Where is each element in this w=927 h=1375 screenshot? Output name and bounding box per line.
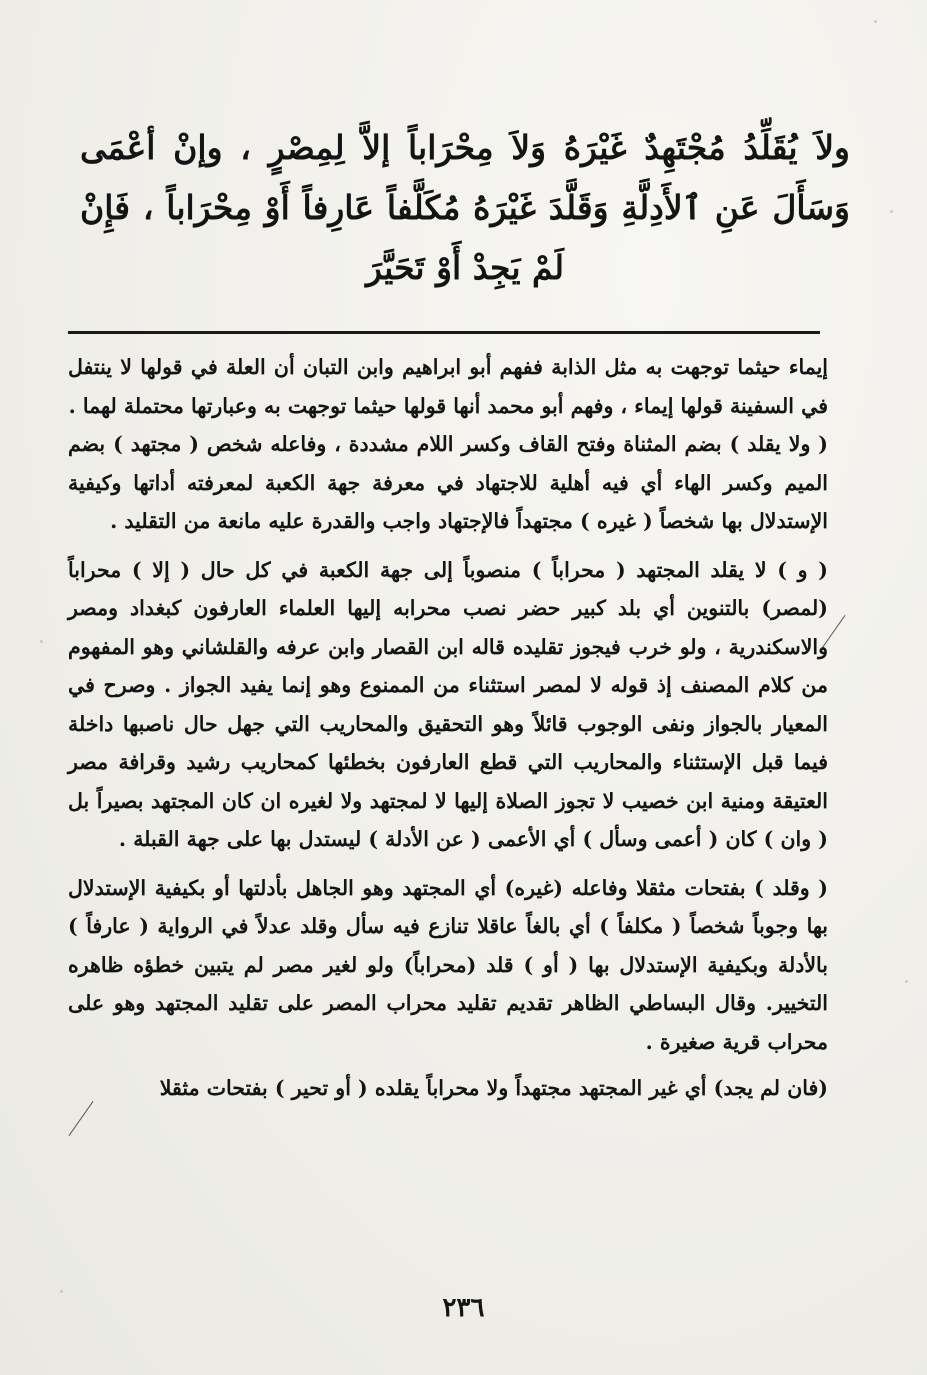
- paper-speck: [890, 210, 893, 213]
- commentary-block: [68, 348, 828, 1108]
- commentary-paragraph: ( وقلد ) بفتحات مثقلا وفاعله (غيره) أي المجتهد وهو الجاهل بأدلتها أو بكيفية الإستدلال بها وجوباً شخصاً ( مكلفاً ) أي بالغاً عاقلا تنازع فيه سأل وقلد عدلاً في الرواية ( عارفاً ) بالأدلة وبكيفية الإستدلال بها ( أو ) قلد (محراباً) ولو لغير مصر لم يتبين خطؤه ظاهره التخيير. وقال البساطي الظاهر تقديم تقليد محراب المصر على تقليد المجتهد وهو على محراب قرية صغيرة .: [68, 875, 828, 1054]
- commentary-paragraph: ( و ) لا يقلد المجتهد ( محراباً ) منصوباً إلى جهة الكعبة في كل حال ( إلا ) محراباً (لمصر) بالتنوين أي بلد كبير حضر نصب محرابه إليها العلماء العارفون كبغداد ومصر والاسكندرية ، ولو خرب فيجوز تقليده قاله ابن القصار وابن عرفه والقلشاني وهو المفهوم من كلام المصنف إذ قوله لا لمصر استثناء من الممنوع وهو إنما يفيد الجواز . وصرح في المعيار بالجواز ونفى الوجوب قائلاً وهو التحقيق والمحاريب التي جهل حال ناصبها داخلة فيما قبل الإستثناء والمحاريب التي قطع العارفون بخطئها كمحاريب رشيد وقرافة مصر العتيقة ومنية ابن خصيب لا تجوز الصلاة إليها لا لمجتهد ولا لغيره ان كان المجتهد بصيراً بل ( وان ) كان ( أعمى وسأل ) أي الأعمى ( عن الأدلة ) ليستدل بها على جهة القبلة .: [68, 557, 828, 851]
- page-number: ٢٣٦: [442, 1293, 485, 1323]
- separator-rule: [68, 331, 820, 334]
- commentary-paragraph: إيماء حيثما توجهت به مثل الذابة ففهم أبو ابراهيم وابن التبان أن العلة في قولها لا ينتفل في السفينة قولها إيماء ، وفهم أبو محمد أنها قولها حيثما توجهت به وعبارتها محتملة لهما .: [68, 355, 828, 418]
- matn-verse: ولاَ يُقَلِّدُ مُجْتَهِدٌ غَيْرَهُ وَلاَ مِحْرَاباً إلاَّ لِمِصْرٍ ، وإنْ أعْمَى وَسَأَلَ عَنِ ٱلأَدِلَّةِ وَقَلَّدَ غَيْرَهُ مُكَلَّفاً عَارِفاً أَوْ مِحْرَاباً ، فَإِنْ لَمْ يَجِدْ أَوْ تَحَيَّرَ: [80, 128, 850, 287]
- commentary-paragraph: ( ولا يقلد ) بضم المثناة وفتح القاف وكسر اللام مشددة ، وفاعله شخص ( مجتهد ) بضم الميم وكسر الهاء أي فيه أهلية للاجتهاد في معرفة جهة الكعبة لمعرفته أداتها وكيفية الإستدلال بها شخصاً ( غيره ) مجتهداً فالإجتهاد واجب والقدرة عليه مانعة من التقليد .: [68, 432, 828, 533]
- paper-speck: [874, 20, 877, 23]
- paper-speck: [905, 980, 908, 983]
- commentary-paragraph: (فان لم يجد) أي غير المجتهد مجتهداً ولا محراباً يقلده ( أو تحير ) بفتحات مثقلا: [159, 1076, 828, 1100]
- paper-speck: [40, 640, 43, 643]
